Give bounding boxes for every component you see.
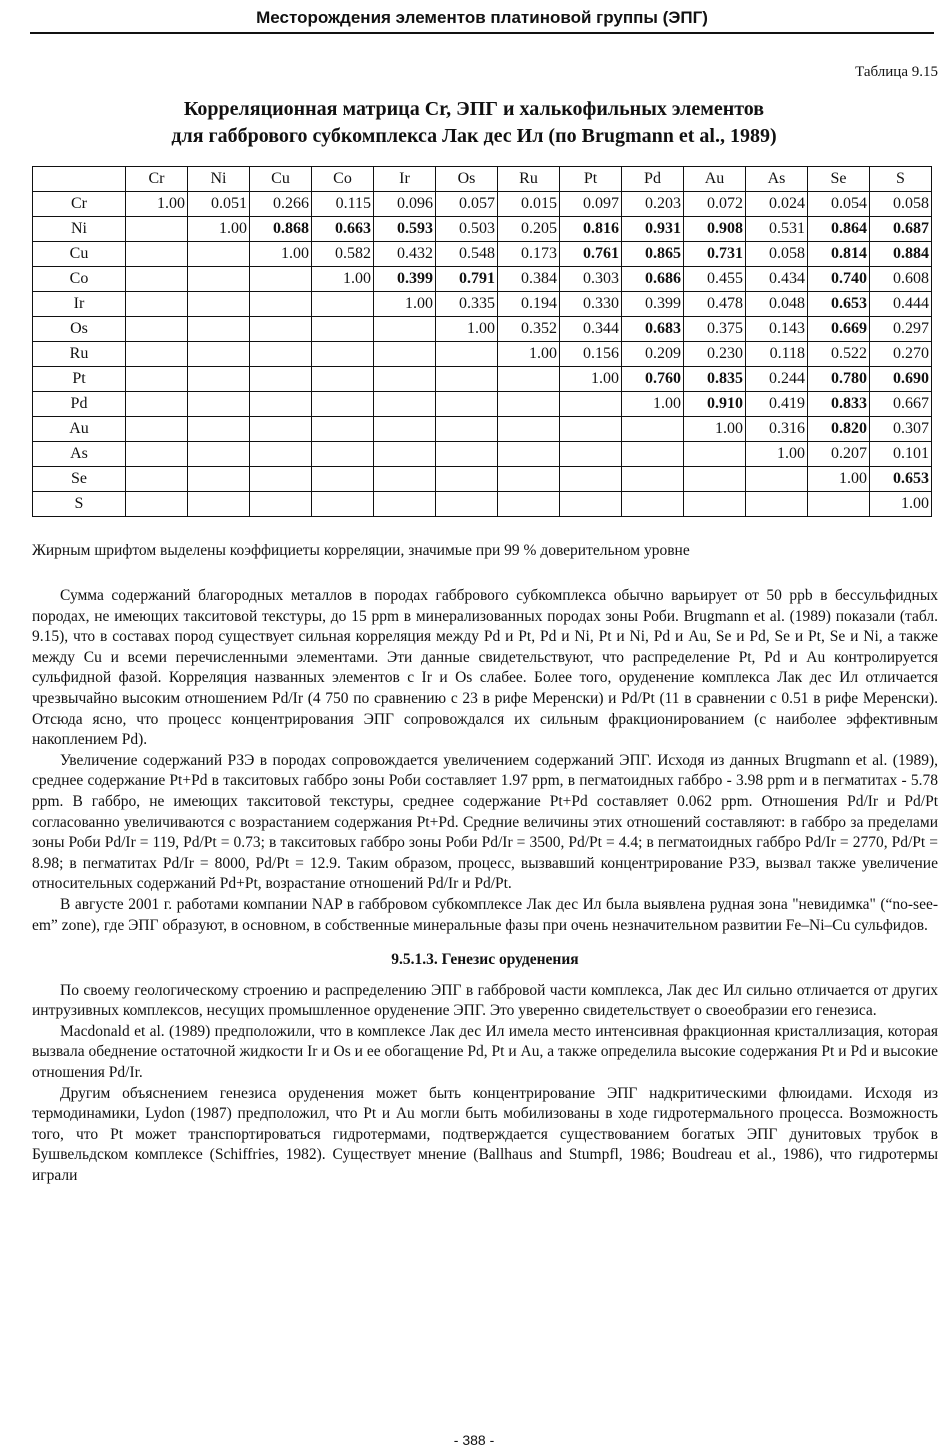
table-cell [188,467,250,492]
table-cell: 0.266 [250,192,312,217]
table-cell: 0.669 [808,317,870,342]
table-cell: 0.608 [870,267,932,292]
table-cell: 0.444 [870,292,932,317]
table-cell [312,292,374,317]
running-head: Месторождения элементов платиновой группы (ЭПГ) [30,6,934,34]
table-cell [622,417,684,442]
table-cell: 0.048 [746,292,808,317]
table-cell [560,492,622,517]
table-cell: 0.244 [746,367,808,392]
table-number: Таблица 9.15 [855,64,938,80]
table-cell: 0.761 [560,242,622,267]
table-cell: 0.864 [808,217,870,242]
table-cell [126,392,188,417]
table-cell: 0.207 [808,442,870,467]
row-header: Cr [33,192,126,217]
table-cell: 0.384 [498,267,560,292]
table-row [33,192,932,217]
row-header: Pd [33,392,126,417]
table-cell: 0.270 [870,342,932,367]
table-header-row [33,167,932,192]
table-cell: 0.522 [808,342,870,367]
table-cell [436,342,498,367]
table-cell: 0.072 [684,192,746,217]
table-cell: 0.667 [870,392,932,417]
table-cell [498,417,560,442]
row-header: Pt [33,367,126,392]
table-cell [436,467,498,492]
table-cell: 0.868 [250,217,312,242]
table-cell [374,442,436,467]
table-cell [126,467,188,492]
table-cell: 0.203 [622,192,684,217]
table-cell [560,392,622,417]
table-cell: 0.015 [498,192,560,217]
section-heading: 9.5.1.3. Генезис оруденения [391,951,579,969]
table-cell: 1.00 [870,492,932,517]
table-cell: 0.835 [684,367,746,392]
table-cell [126,492,188,517]
table-cell [250,317,312,342]
table-cell: 0.303 [560,267,622,292]
table-cell [498,467,560,492]
table-cell [622,492,684,517]
table-cell: 0.209 [622,342,684,367]
table-cell: 0.143 [746,317,808,342]
table-cell: 0.330 [560,292,622,317]
paragraph: По своему геологическому строению и распределению ЭПГ в габбровой части комплекса, Лак дес Ил сильно отличается от других интрузивных комплексов, несущих промышленное оруденение ЭПГ. Это уверенно свидетельствует о своеобразии его генезиса. [32,981,938,1020]
table-cell [312,392,374,417]
column-header: Ru [498,167,560,192]
table-cell: 0.054 [808,192,870,217]
column-header: Cr [126,167,188,192]
row-header: Ni [33,217,126,242]
table-title-line: Корреляционная матрица Cr, ЭПГ и халькофильных элементов [183,98,765,120]
table-row [33,492,932,517]
table-cell [374,467,436,492]
table-cell: 0.780 [808,367,870,392]
row-header: Co [33,267,126,292]
table-cell: 0.687 [870,217,932,242]
table-cell: 0.434 [746,267,808,292]
paragraph: Macdonald et al. (1989) предположили, что в комплексе Лак дес Ил имела место интенсивная фракционная кристаллизация, которая вызвала обеднение остаточной жидкости Ir и Os и ее обогащение Pd, Pt и Au, а также определила высокие содержания Pt и Pd и высокие отношения Pd/Ir. [32,1022,938,1082]
table-cell: 0.101 [870,442,932,467]
table-cell: 1.00 [436,317,498,342]
table-cell: 0.663 [312,217,374,242]
table-cell [684,467,746,492]
column-header: Pt [560,167,622,192]
table-cell: 0.194 [498,292,560,317]
table-cell: 0.432 [374,242,436,267]
table-cell [312,367,374,392]
table-cell [188,342,250,367]
table-cell: 0.740 [808,267,870,292]
column-header: Se [808,167,870,192]
table-cell: 1.00 [622,392,684,417]
table-cell [126,292,188,317]
table-cell [188,292,250,317]
table-cell [436,442,498,467]
table-cell [374,317,436,342]
row-header: Os [33,317,126,342]
table-cell [560,442,622,467]
table-cell: 0.173 [498,242,560,267]
table-cell [498,392,560,417]
row-header: Ir [33,292,126,317]
table-cell [250,467,312,492]
table-cell: 0.057 [436,192,498,217]
table-cell [746,492,808,517]
table-cell [188,392,250,417]
table-cell: 0.791 [436,267,498,292]
table-cell: 0.931 [622,217,684,242]
table-cell: 0.653 [808,292,870,317]
table-cell [498,442,560,467]
table-cell: 0.910 [684,392,746,417]
table-row [33,467,932,492]
column-header: S [870,167,932,192]
table-cell [374,367,436,392]
table-cell [250,267,312,292]
table-cell: 1.00 [312,267,374,292]
table-cell: 0.316 [746,417,808,442]
table-cell [560,467,622,492]
table-cell: 1.00 [498,342,560,367]
row-header: Se [33,467,126,492]
table-cell: 0.833 [808,392,870,417]
table-cell [312,467,374,492]
table-cell [684,492,746,517]
table-cell: 0.865 [622,242,684,267]
table-cell: 0.115 [312,192,374,217]
table-cell: 0.096 [374,192,436,217]
paragraph: Сумма содержаний благородных металлов в породах габбрового субкомплекса обычно варьирует от 50 ppb в бессульфидных породах, не имеющих такситовой текстуры, до 15 ppm в минерализованных породах зоны Роби. Brugmann et al. (1989) показали (табл. 9.15), что в составах пород существует сильная корреляция между Pd и Pt, Pd и Ni, Pt и Ni, Pd и Au, Se и Pd, Se и Pt, Se и Ni, а также между Cu и всеми перечисленными элементами. Эти данные свидетельствуют, что распределение Pt, Pd и Au контролируется сульфидной фазой. Корреляция названных элементов с Ir и Os слабее. Более того, оруденение комплекса Лак дес Ил отличается чрезвычайно высоким отношением Pd/Ir (4 750 по сравнению с 23 в рифе Меренски) и Pd/Pt (11 в сравнении с 0.51 в рифе Меренски). Отсюда ясно, что процесс концентрирования ЭПГ сопровождался их сильным фракционированием (с наиболее эффективным накоплением Pd). [32,587,938,749]
table-cell: 0.455 [684,267,746,292]
table-cell [250,442,312,467]
table-cell: 0.503 [436,217,498,242]
table-row [33,417,932,442]
table-cell [188,367,250,392]
paragraph: Увеличение содержаний РЗЭ в породах сопровождается увеличением содержаний ЭПГ. Исходя из данных Brugmann et al. (1989), среднее содержание Pt+Pd в такситовых габбро зоны Роби составляет 1.97 ppm, в пегматоидных габбро - 3.98 ppm и в пегматитах - 5.78 ppm. В габбро, не имеющих такситовой текстуры, среднее содержание Pt+Pd составляет 0.062 ppm. Отношения Pd/Ir и Pd/Pt согласованно увеличиваются с возрастанием содержания Pt+Pd. Средние величины этих отношений составляют: в габбро за пределами зоны Роби Pd/Ir = 119, Pd/Pt = 0.73; в такситовых габбро зоны Роби Pd/Ir = 3500, Pd/Pt = 4.4; в пегматоидных габбро Pd/Ir = 2770, Pd/Pt = 8.98; в пегматитах Pd/Ir = 8000, Pd/Pt = 12.9. Таким образом, процесс, вызвавший концентрирование РЗЭ, вызвал также увеличение относительных содержаний Pd+Pt, возрастание отношений Pd/Ir и Pd/Pt. [32,751,938,893]
table-cell [126,342,188,367]
table-cell [498,367,560,392]
table-cell [188,317,250,342]
table-cell [126,317,188,342]
table-cell: 0.683 [622,317,684,342]
table-cell: 0.297 [870,317,932,342]
table-cell [684,442,746,467]
table-cell [436,392,498,417]
table-cell: 1.00 [746,442,808,467]
table-cell: 0.097 [560,192,622,217]
column-header: Ir [374,167,436,192]
table-cell: 0.399 [622,292,684,317]
paragraph: Другим объяснением генезиса оруденения может быть концентрирование ЭПГ надкритическими флюидами. Исходя из термодинамики, Lydon (1987) предположил, что Pt и Au могли быть мобилизованы в ходе гидротермального процесса. Возможность того, что Pt может транспортироваться гидротермами, подтверждается существованием богатых ЭПГ дунитовых трубок в Бушвельдском комплексе (Schiffries, 1982). Существует мнение (Ballhaus and Stumpfl, 1986; Boudreau et al., 1986), что гидротермы играли [32,1084,938,1185]
table-cell: 0.884 [870,242,932,267]
column-header: Os [436,167,498,192]
column-header: Cu [250,167,312,192]
table-row [33,242,932,267]
table-cell [374,342,436,367]
table-cell [312,492,374,517]
row-header: Cu [33,242,126,267]
table-cell: 0.058 [746,242,808,267]
table-cell: 1.00 [684,417,746,442]
table-cell [126,217,188,242]
body-text [32,586,938,1187]
paragraph: В августе 2001 г. работами компании NAP в габбровом субкомплексе Лак дес Ил была выявлена рудная зона "невидимка" (“no-see-em” zone), где ЭПГ образуют, в основном, в собственные минеральные фазы при очень незначительном развитии Fe–Ni–Cu сульфидов. [32,895,938,934]
table-row [33,317,932,342]
correlation-matrix-table [32,166,932,517]
table-cell: 0.760 [622,367,684,392]
table-cell: 0.419 [746,392,808,417]
table-cell: 0.230 [684,342,746,367]
table-cell: 1.00 [126,192,188,217]
table-cell: 0.478 [684,292,746,317]
table-title [0,96,948,150]
table-cell [374,392,436,417]
table-footnote: Жирным шрифтом выделены коэффициеты корреляции, значимые при 99 % доверительном уровне [32,542,690,559]
table-body [33,192,932,517]
table-cell: 1.00 [374,292,436,317]
table-cell: 0.814 [808,242,870,267]
table-cell: 0.399 [374,267,436,292]
table-row [33,442,932,467]
table-cell [188,267,250,292]
table-cell: 0.205 [498,217,560,242]
table-cell: 1.00 [560,367,622,392]
page-number: - 388 - [453,1432,495,1448]
row-header: S [33,492,126,517]
table-cell: 0.593 [374,217,436,242]
table-cell: 0.118 [746,342,808,367]
table-row [33,367,932,392]
table-cell [188,417,250,442]
table-cell: 0.051 [188,192,250,217]
table-cell [188,492,250,517]
table-cell: 0.024 [746,192,808,217]
table-cell: 0.582 [312,242,374,267]
table-cell [312,317,374,342]
table-row [33,267,932,292]
row-header: Au [33,417,126,442]
table-cell: 1.00 [250,242,312,267]
table-cell: 0.653 [870,467,932,492]
table-title-line: для габбрового субкомплекса Лак дес Ил (по Brugmann et al., 1989) [171,125,777,147]
table-cell [622,467,684,492]
table-cell [126,267,188,292]
table-cell: 0.816 [560,217,622,242]
table-cell: 0.058 [870,192,932,217]
table-cell [126,442,188,467]
column-header: Ni [188,167,250,192]
table-corner-cell [33,167,126,192]
table-cell [188,242,250,267]
table-cell [622,442,684,467]
column-header: Au [684,167,746,192]
table-cell: 0.307 [870,417,932,442]
table-cell: 0.352 [498,317,560,342]
table-cell: 0.731 [684,242,746,267]
table-cell [374,417,436,442]
table-cell [250,367,312,392]
table-cell [312,342,374,367]
table-row [33,292,932,317]
table-cell: 0.335 [436,292,498,317]
table-cell [250,392,312,417]
table-row [33,342,932,367]
table-cell: 0.548 [436,242,498,267]
table-cell [436,492,498,517]
table-cell [250,342,312,367]
table-cell [126,417,188,442]
table-cell: 0.686 [622,267,684,292]
table-cell: 0.690 [870,367,932,392]
row-header: As [33,442,126,467]
table-cell [312,442,374,467]
table-cell [250,492,312,517]
table-cell [746,467,808,492]
column-header: Pd [622,167,684,192]
table-cell: 0.156 [560,342,622,367]
table-cell [560,417,622,442]
table-row [33,217,932,242]
table-cell: 0.344 [560,317,622,342]
table-cell [436,367,498,392]
table-cell [126,242,188,267]
table-cell: 1.00 [808,467,870,492]
table-cell [250,292,312,317]
table-cell [808,492,870,517]
table-cell [498,492,560,517]
column-header: Co [312,167,374,192]
table-cell [436,417,498,442]
column-header: As [746,167,808,192]
table-cell: 0.531 [746,217,808,242]
table-row [33,392,932,417]
table-cell [188,442,250,467]
table-cell [312,417,374,442]
table-cell [374,492,436,517]
table-cell: 1.00 [188,217,250,242]
row-header: Ru [33,342,126,367]
table-cell: 0.820 [808,417,870,442]
table-cell: 0.908 [684,217,746,242]
table-cell [126,367,188,392]
table-cell [250,417,312,442]
table-cell: 0.375 [684,317,746,342]
